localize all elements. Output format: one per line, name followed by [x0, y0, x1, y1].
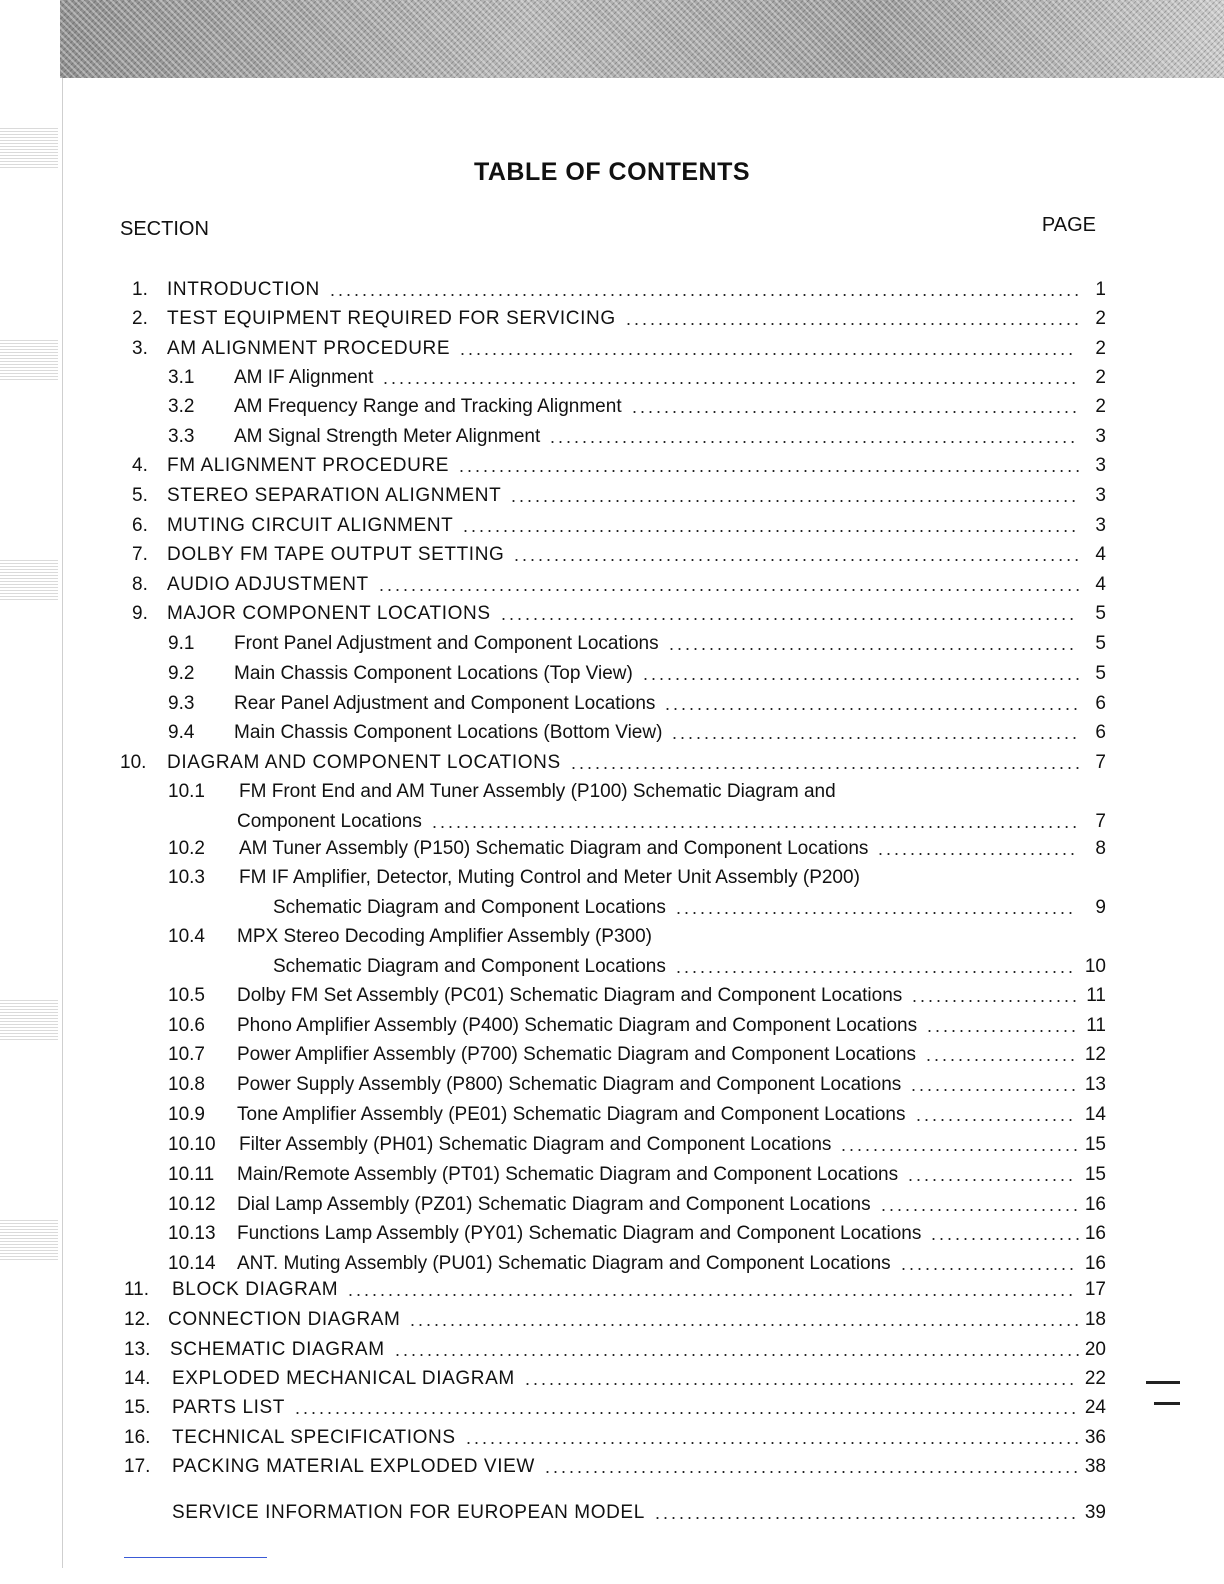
toc-number: 10.5	[168, 985, 205, 1006]
toc-number: 9.3	[168, 693, 195, 714]
toc-subsection-row[interactable]	[0, 1220, 1224, 1248]
toc-section-row[interactable]	[0, 1276, 1224, 1304]
dot-leader: .......................................................................	[514, 545, 1083, 565]
dot-leader: ...................................................................	[545, 1457, 1082, 1477]
dot-leader: .....................	[911, 1075, 1080, 1095]
toc-title: Main Chassis Component Locations (Top View)	[234, 663, 633, 684]
toc-title: MPX Stereo Decoding Amplifier Assembly (P300)	[237, 926, 653, 947]
toc-page-number: 20	[1084, 1339, 1106, 1360]
toc-subsection-row[interactable]	[0, 630, 1224, 658]
toc-title: ANT. Muting Assembly (PU01) Schematic Diagram and Component Locations	[237, 1253, 891, 1274]
toc-number: 16.	[124, 1427, 151, 1448]
toc-number: 3.1	[168, 367, 195, 388]
toc-page-number: 2	[1095, 308, 1106, 329]
toc-page-number: 5	[1095, 603, 1106, 624]
dot-leader: .........................	[878, 839, 1079, 859]
toc-number: 10.12	[168, 1194, 216, 1215]
dot-leader: .....................	[912, 986, 1081, 1006]
toc-page-number: 5	[1095, 633, 1106, 654]
toc-page-number: 2	[1095, 338, 1106, 359]
toc-subsection-row[interactable]	[0, 1161, 1224, 1189]
toc-section-row[interactable]	[0, 571, 1224, 599]
toc-number: 9.	[132, 603, 148, 624]
dot-leader: ...................	[927, 1016, 1080, 1036]
toc-section-row[interactable]	[0, 1336, 1224, 1364]
toc-subsection-row[interactable]	[0, 1131, 1224, 1159]
toc-page-number: 16	[1084, 1223, 1106, 1244]
toc-title: Filter Assembly (PH01) Schematic Diagram and Component Locations	[239, 1134, 832, 1155]
toc-subsection-row[interactable]	[0, 864, 1224, 892]
toc-subsection-row[interactable]	[0, 423, 1224, 451]
toc-title: AM Frequency Range and Tracking Alignment	[234, 396, 622, 417]
toc-title: MAJOR COMPONENT LOCATIONS	[167, 603, 491, 624]
toc-page-number: 8	[1095, 838, 1106, 859]
dot-leader: ....................	[916, 1105, 1077, 1125]
dot-leader: ....................................................................................	[410, 1310, 1083, 1330]
dot-leader: .............................................................................	[463, 516, 1080, 536]
toc-title: Dial Lamp Assembly (PZ01) Schematic Diagram and Component Locations	[237, 1194, 871, 1215]
toc-page-number: 14	[1084, 1104, 1106, 1125]
toc-number: 2.	[132, 308, 148, 329]
toc-page-number: 9	[1095, 897, 1106, 918]
toc-subsection-row[interactable]	[0, 778, 1224, 806]
toc-number: 12.	[124, 1309, 151, 1330]
dot-leader: .........................................................	[626, 309, 1083, 329]
toc-subsection-row[interactable]	[0, 660, 1224, 688]
dot-leader: .........................	[881, 1195, 1082, 1215]
toc-section-row[interactable]	[0, 1365, 1224, 1393]
toc-page-number: 18	[1084, 1309, 1106, 1330]
toc-subsection-row[interactable]	[0, 1041, 1224, 1069]
toc-number: 10.7	[168, 1044, 205, 1065]
toc-subsection-row[interactable]	[0, 1250, 1224, 1278]
toc-subsection-row[interactable]	[0, 1012, 1224, 1040]
dot-leader: ........................................................................................	[379, 575, 1084, 595]
toc-number: 10.9	[168, 1104, 205, 1125]
toc-title: PARTS LIST	[172, 1397, 285, 1418]
toc-subsection-row[interactable]	[0, 923, 1224, 951]
toc-title: Phono Amplifier Assembly (P400) Schematic Diagram and Component Locations	[237, 1015, 918, 1036]
toc-number: 10.14	[168, 1253, 216, 1274]
toc-title: FM Front End and AM Tuner Assembly (P100) Schematic Diagram and	[239, 781, 836, 802]
toc-title: INTRODUCTION	[167, 279, 320, 300]
dot-leader: .....................................................................	[525, 1369, 1078, 1389]
toc-page-number: 24	[1084, 1397, 1106, 1418]
dot-leader: ......................................................................................	[395, 1340, 1084, 1360]
toc-number: 11.	[124, 1279, 150, 1300]
toc-page-number: 11	[1086, 1015, 1106, 1036]
toc-section-row[interactable]	[0, 482, 1224, 510]
toc-title: BLOCK DIAGRAM	[172, 1279, 339, 1300]
toc-page-number: 7	[1095, 752, 1106, 773]
toc-subsection-row[interactable]	[0, 1101, 1224, 1129]
toc-section-row[interactable]	[0, 305, 1224, 333]
toc-page-number: 10	[1084, 956, 1106, 977]
page-title: TABLE OF CONTENTS	[473, 158, 751, 186]
toc-number: 10.3	[168, 867, 205, 888]
dot-leader: ..................................................................	[550, 427, 1079, 447]
toc-title: AM Signal Strength Meter Alignment	[234, 426, 541, 447]
toc-title: AM IF Alignment	[234, 367, 374, 388]
dot-leader: ..............................................................................................	[330, 280, 1083, 300]
toc-number: 4.	[132, 455, 148, 476]
dot-leader: ..................................................................................................	[295, 1398, 1080, 1418]
dot-leader: .......................................................	[643, 664, 1084, 684]
toc-title: Main Chassis Component Locations (Bottom View)	[234, 722, 663, 743]
toc-page-number: 3	[1095, 485, 1106, 506]
toc-title: AM ALIGNMENT PROCEDURE	[167, 338, 451, 359]
toc-section-row[interactable]	[0, 541, 1224, 569]
toc-number: 15.	[124, 1397, 151, 1418]
toc-page-number: 15	[1084, 1134, 1106, 1155]
dot-leader: .............................................................................	[466, 1428, 1083, 1448]
toc-section-row[interactable]	[0, 1453, 1224, 1481]
dot-leader: .....................	[908, 1165, 1077, 1185]
toc-page-number: 22	[1084, 1368, 1106, 1389]
toc-title-continuation-row[interactable]	[0, 894, 1224, 922]
toc-page-number: 16	[1084, 1253, 1106, 1274]
toc-subsection-row[interactable]	[0, 690, 1224, 718]
dot-leader: ...................	[931, 1224, 1084, 1244]
toc-title-continuation: Schematic Diagram and Component Locations	[273, 897, 666, 918]
scanned-header-band	[60, 0, 1224, 78]
toc-section-row[interactable]	[0, 335, 1224, 363]
dot-leader: .......................................................................................	[383, 368, 1080, 388]
toc-number: 10.4	[168, 926, 205, 947]
toc-title: TECHNICAL SPECIFICATIONS	[172, 1427, 456, 1448]
dot-leader: ...................	[926, 1045, 1079, 1065]
toc-title: AM Tuner Assembly (P150) Schematic Diagram and Component Locations	[239, 838, 869, 859]
toc-number: 10.	[120, 752, 147, 773]
toc-number: 7.	[132, 544, 148, 565]
toc-number: 10.6	[168, 1015, 205, 1036]
toc-page-number: 1	[1095, 279, 1106, 300]
toc-number: 10.13	[168, 1223, 216, 1244]
toc-title: EXPLODED MECHANICAL DIAGRAM	[172, 1368, 515, 1389]
toc-subsection-row[interactable]	[0, 1071, 1224, 1099]
toc-title-continuation-row[interactable]	[0, 808, 1224, 836]
toc-page-number: 15	[1084, 1164, 1106, 1185]
toc-title: FM ALIGNMENT PROCEDURE	[167, 455, 450, 476]
toc-section-row[interactable]	[0, 749, 1224, 777]
toc-title: Tone Amplifier Assembly (PE01) Schematic Diagram and Component Locations	[237, 1104, 906, 1125]
toc-number: 13.	[124, 1339, 151, 1360]
dot-leader: ........................................................	[632, 397, 1081, 417]
dot-leader: .....................................................	[655, 1503, 1080, 1523]
section-column-label: SECTION	[120, 218, 209, 240]
toc-page-number: 16	[1084, 1194, 1106, 1215]
toc-section-row[interactable]	[0, 276, 1224, 304]
toc-title: SERVICE INFORMATION FOR EUROPEAN MODEL	[172, 1502, 645, 1523]
toc-subsection-row[interactable]	[0, 1191, 1224, 1219]
dot-leader: ...................................................	[672, 723, 1081, 743]
toc-number: 14.	[124, 1368, 151, 1389]
dot-leader: ...........................................................................................	[348, 1280, 1077, 1300]
toc-page-number: 2	[1095, 396, 1106, 417]
toc-number: 9.4	[168, 722, 195, 743]
toc-page-number: 36	[1084, 1427, 1106, 1448]
toc-number: 8.	[132, 574, 148, 595]
toc-page-number: 6	[1095, 693, 1106, 714]
dot-leader: ..............................	[841, 1135, 1082, 1155]
toc-number: 10.11	[168, 1164, 215, 1185]
toc-title: Dolby FM Set Assembly (PC01) Schematic Diagram and Component Locations	[237, 985, 903, 1006]
toc-page-number: 2	[1095, 367, 1106, 388]
toc-title-continuation: Component Locations	[237, 811, 422, 832]
toc-title-continuation-row[interactable]	[0, 953, 1224, 981]
dot-leader: ..............................................................................	[459, 456, 1084, 476]
toc-number: 10.2	[168, 838, 205, 859]
toc-page-number: 3	[1095, 455, 1106, 476]
toc-number: 3.3	[168, 426, 195, 447]
toc-number: 9.2	[168, 663, 195, 684]
toc-number: 17.	[124, 1456, 151, 1477]
toc-title: FM IF Amplifier, Detector, Muting Control and Meter Unit Assembly (P200)	[239, 867, 860, 888]
toc-number: 3.2	[168, 396, 195, 417]
toc-subsection-row[interactable]	[0, 982, 1224, 1010]
dot-leader: ................................................................	[571, 753, 1084, 773]
dot-leader: ...................................................	[669, 634, 1078, 654]
dot-leader: .............................................................................	[460, 339, 1077, 359]
toc-section-row[interactable]	[0, 1306, 1224, 1334]
toc-page-number: 7	[1095, 811, 1106, 832]
toc-number: 1.	[132, 279, 148, 300]
dot-leader: .................................................................................	[432, 812, 1081, 832]
dot-leader: ........................................................................	[501, 604, 1078, 624]
toc-subsection-row[interactable]	[0, 719, 1224, 747]
toc-number: 3.	[132, 338, 148, 359]
toc-title: Power Supply Assembly (P800) Schematic Diagram and Component Locations	[237, 1074, 902, 1095]
toc-page-number: 39	[1084, 1502, 1106, 1523]
page-column-label: PAGE	[1041, 214, 1096, 236]
toc-title: MUTING CIRCUIT ALIGNMENT	[167, 515, 454, 536]
toc-title: Power Amplifier Assembly (P700) Schematic Diagram and Component Locations	[237, 1044, 917, 1065]
toc-number: 10.10	[168, 1134, 216, 1155]
toc-title: Functions Lamp Assembly (PY01) Schematic Diagram and Component Locations	[237, 1223, 922, 1244]
toc-title: DIAGRAM AND COMPONENT LOCATIONS	[167, 752, 561, 773]
toc-page-number: 3	[1095, 426, 1106, 447]
dot-leader: ..................................................	[676, 898, 1077, 918]
toc-subsection-row[interactable]	[0, 364, 1224, 392]
toc-page-number: 17	[1084, 1279, 1106, 1300]
toc-title: AUDIO ADJUSTMENT	[167, 574, 369, 595]
toc-title: Front Panel Adjustment and Component Locations	[234, 633, 659, 654]
toc-number: 10.8	[168, 1074, 205, 1095]
toc-title: TEST EQUIPMENT REQUIRED FOR SERVICING	[167, 308, 616, 329]
toc-page-number: 6	[1095, 722, 1106, 743]
toc-page-number: 12	[1084, 1044, 1106, 1065]
toc-title: DOLBY FM TAPE OUTPUT SETTING	[167, 544, 505, 565]
toc-subsection-row[interactable]	[0, 393, 1224, 421]
dot-leader: ......................	[901, 1254, 1078, 1274]
toc-section-row[interactable]	[0, 512, 1224, 540]
toc-section-row[interactable]	[0, 452, 1224, 480]
toc-page-number: 5	[1095, 663, 1106, 684]
toc-title: Main/Remote Assembly (PT01) Schematic Diagram and Component Locations	[237, 1164, 899, 1185]
toc-title: PACKING MATERIAL EXPLODED VIEW	[172, 1456, 535, 1477]
toc-number: 10.1	[168, 781, 205, 802]
toc-page-number: 4	[1095, 544, 1106, 565]
toc-subsection-row[interactable]	[0, 835, 1224, 863]
dot-leader: .......................................................................	[511, 486, 1080, 506]
toc-section-row[interactable]	[0, 1499, 1224, 1527]
toc-title: CONNECTION DIAGRAM	[168, 1309, 401, 1330]
toc-number: 9.1	[168, 633, 195, 654]
toc-number: 6.	[132, 515, 148, 536]
toc-title: Rear Panel Adjustment and Component Locations	[234, 693, 656, 714]
toc-page-number: 13	[1084, 1074, 1106, 1095]
toc-number: 5.	[132, 485, 148, 506]
toc-title-continuation: Schematic Diagram and Component Locations	[273, 956, 666, 977]
toc-title: STEREO SEPARATION ALIGNMENT	[167, 485, 502, 506]
toc-section-row[interactable]	[0, 1424, 1224, 1452]
dot-leader: ....................................................	[665, 694, 1082, 714]
toc-section-row[interactable]	[0, 1394, 1224, 1422]
toc-page-number: 4	[1095, 574, 1106, 595]
dot-leader: ..................................................	[676, 957, 1077, 977]
toc-page-number: 38	[1084, 1456, 1106, 1477]
toc-title: SCHEMATIC DIAGRAM	[170, 1339, 385, 1360]
toc-section-row[interactable]	[0, 600, 1224, 628]
toc-page-number: 3	[1095, 515, 1106, 536]
page-footer-line	[124, 1557, 267, 1558]
toc-page-number: 11	[1086, 985, 1106, 1006]
